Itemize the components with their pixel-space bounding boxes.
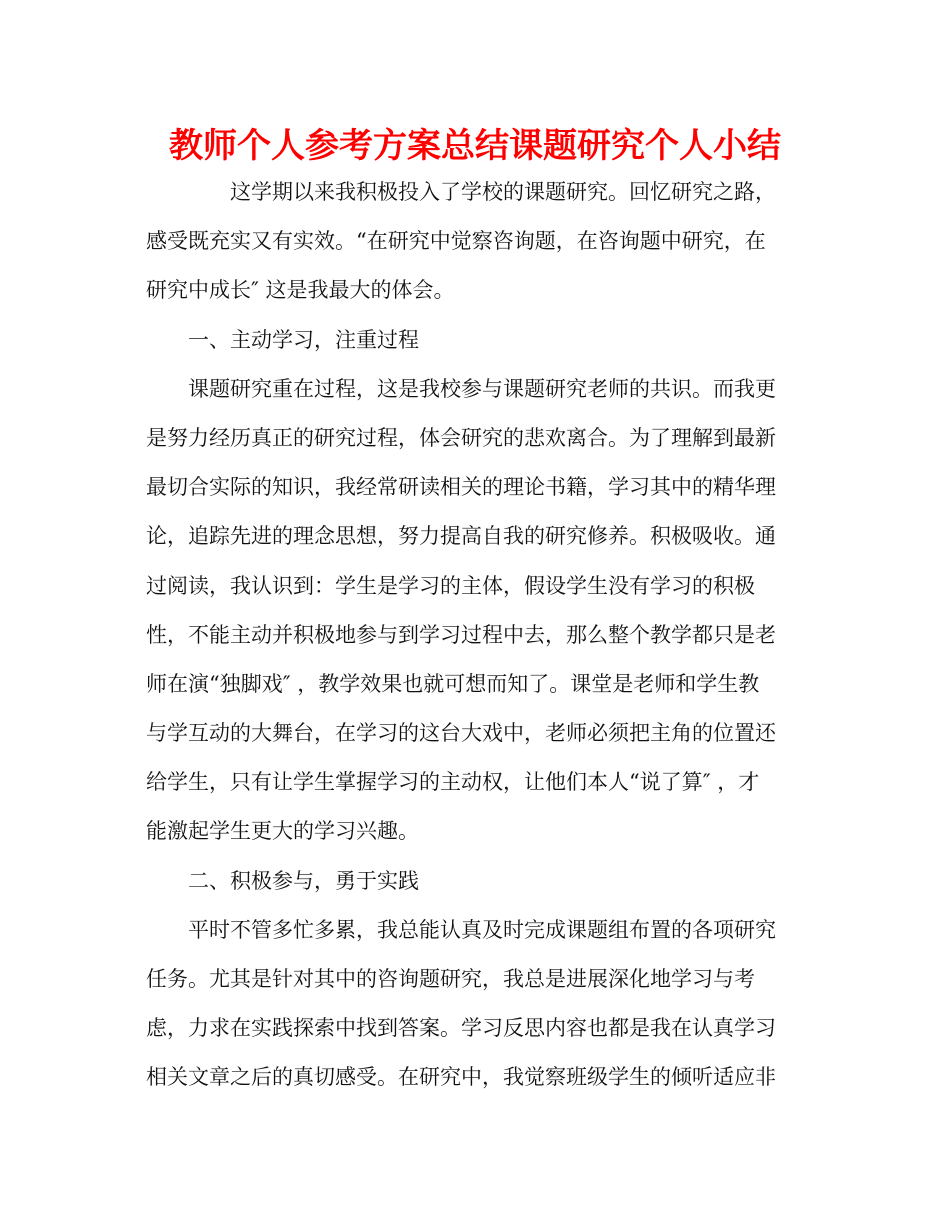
paragraph-line: 师在演“独脚戏″ ，教学效果也就可想而知了。课堂是老师和学生教 [146, 671, 760, 696]
paragraph-line: 虑，力求在实践探索中找到答案。学习反思内容也都是我在认真学习 [146, 1016, 776, 1041]
paragraph-line: 平时不管多忙多累，我总能认真及时完成课题组布置的各项研究 [188, 917, 776, 942]
document-body [146, 168, 806, 1103]
paragraph-line: 相关文章之后的真切感受。在研究中，我觉察班级学生的倾听适应非 [146, 1065, 776, 1090]
paragraph-line: 与学互动的大舞台，在学习的这台大戏中，老师必须把主角的位置还 [146, 721, 776, 746]
paragraph-line: 过阅读，我认识到：学生是学习的主体，假设学生没有学习的积极 [146, 573, 755, 598]
paragraph-line: 最切合实际的知识，我经常研读相关的理论书籍，学习其中的精华理 [146, 475, 776, 500]
paragraph-line: 研究中成长″ 这是我最大的体会。 [146, 278, 455, 303]
paragraph-line: 论，追踪先进的理念思想，努力提高自我的研究修养。积极吸收。通 [146, 524, 776, 549]
section-heading: 一、主动学习，注重过程 [188, 327, 419, 352]
paragraph-line: 任务。尤其是针对其中的咨询题研究，我总是进展深化地学习与考 [146, 967, 755, 991]
document-title: 教师个人参考方案总结课题研究个人小结 [169, 126, 781, 166]
section-heading: 二、积极参与，勇于实践 [188, 868, 419, 893]
paragraph-line: 这学期以来我积极投入了学校的课题研究。回忆研究之路， [230, 180, 776, 204]
paragraph-line: 课题研究重在过程，这是我校参与课题研究老师的共识。而我更 [188, 376, 776, 401]
paragraph-line: 感受既充实又有实效。“在研究中觉察咨询题，在咨询题中研究，在 [146, 229, 766, 254]
paragraph-line: 性，不能主动并积极地参与到学习过程中去，那么整个教学都只是老 [146, 622, 776, 647]
paragraph-line: 给学生，只有让学生掌握学习的主动权，让他们本人“说了算″ ，才 [146, 770, 760, 795]
paragraph-line: 能激起学生更大的学习兴趣。 [146, 819, 419, 844]
paragraph-line: 是努力经历真正的研究过程，体会研究的悲欢离合。为了理解到最新 [146, 425, 776, 450]
